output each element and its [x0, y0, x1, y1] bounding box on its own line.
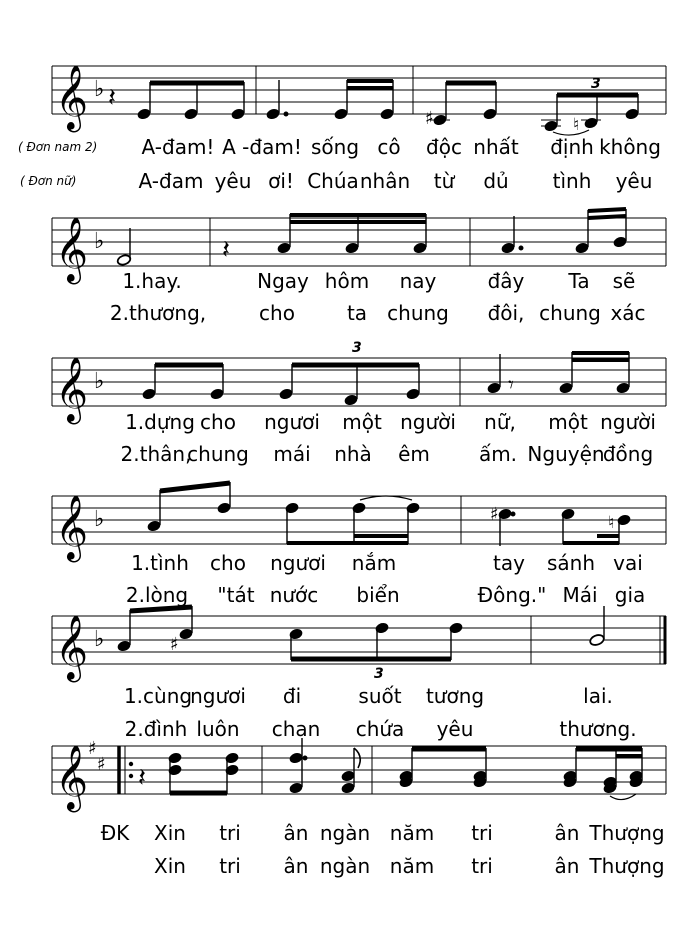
flat-key-signature-icon: ♭ — [94, 369, 105, 394]
lyric-syllable: tri — [219, 821, 241, 845]
lyric-syllable: Nguyện — [527, 442, 605, 466]
lyric-syllable: định — [550, 135, 594, 159]
lyric-syllable: ngươi — [264, 410, 320, 434]
lyric-syllable: ân — [283, 821, 309, 845]
svg-text:♯: ♯ — [88, 738, 97, 759]
eighth-rest-icon: 𝄾 — [508, 373, 514, 398]
lyrics-verse-1-system-1 — [0, 134, 700, 160]
lyric-syllable: người — [600, 410, 656, 434]
lyric-syllable: ơi! — [268, 169, 294, 193]
quarter-rest-icon: 𝄽 — [222, 235, 230, 265]
lyric-syllable: thương. — [559, 717, 637, 741]
lyric-syllable: tương — [425, 684, 485, 708]
lyric-syllable: năm — [389, 854, 435, 878]
lyric-syllable: hôm — [324, 269, 370, 293]
lyrics-verse-1-system-5 — [0, 683, 700, 709]
lyric-syllable: "tát — [217, 583, 255, 607]
voice-label: ( Đơn nam 2) — [18, 140, 98, 154]
lyric-syllable: độc — [426, 135, 462, 159]
svg-text:♯: ♯ — [97, 754, 106, 775]
lyric-syllable: 1.tình — [131, 551, 189, 575]
lyric-syllable: ngươi — [190, 684, 246, 708]
notes — [137, 76, 639, 135]
lyric-syllable: 1.hay. — [122, 269, 182, 293]
lyric-syllable: từ — [433, 169, 455, 193]
lyric-syllable: A -đam! — [222, 135, 302, 159]
lyric-syllable: nhân — [359, 169, 411, 193]
svg-text:3: 3 — [591, 76, 601, 92]
svg-text:♯: ♯ — [425, 108, 434, 129]
lyric-syllable: sánh — [546, 551, 596, 575]
treble-clef-icon: 𝄞 — [55, 357, 89, 422]
lyric-syllable: ân — [554, 821, 580, 845]
treble-clef-icon: 𝄞 — [55, 65, 89, 130]
lyric-syllable: một — [342, 410, 382, 434]
lyric-syllable: đôi, — [487, 301, 525, 325]
lyrics-verse-1-system-4 — [0, 550, 700, 576]
lyric-syllable: xác — [610, 301, 646, 325]
lyric-syllable: biển — [356, 583, 400, 607]
lyric-syllable: ngàn — [319, 854, 371, 878]
lyric-syllable: cho — [200, 410, 236, 434]
lyric-syllable: chung — [387, 301, 449, 325]
lyric-syllable: đây — [487, 269, 525, 293]
lyric-syllable: Chúa — [307, 169, 359, 193]
lyric-syllable: nước — [269, 583, 319, 607]
lyric-syllable: suốt — [358, 684, 402, 708]
staff — [0, 38, 700, 135]
lyric-syllable: Ta — [568, 269, 590, 293]
lyric-syllable: Thượng — [589, 854, 665, 878]
staff — [0, 718, 700, 810]
treble-clef-icon: 𝄞 — [55, 615, 89, 680]
lyric-syllable: ngươi — [270, 551, 326, 575]
lyric-syllable: sống — [310, 135, 360, 159]
lyric-syllable: A-đam! — [141, 135, 215, 159]
lyric-syllable: luôn — [196, 717, 240, 741]
lyric-syllable: Xin — [154, 821, 186, 845]
treble-clef-icon: 𝄞 — [55, 217, 89, 282]
notes — [142, 340, 630, 406]
lyric-syllable: êm — [398, 442, 430, 466]
notes — [147, 482, 631, 546]
lyric-syllable: ngàn — [319, 821, 371, 845]
lyric-syllable: cho — [259, 301, 295, 325]
lyric-syllable: vai — [613, 551, 643, 575]
lyric-syllable: tay — [493, 551, 525, 575]
svg-text:♮: ♮ — [573, 115, 580, 135]
svg-text:♮: ♮ — [608, 513, 615, 533]
lyric-syllable: 2.thương, — [109, 301, 207, 325]
lyric-syllable: yêu — [615, 169, 653, 193]
system-1 — [0, 38, 700, 148]
lyrics-verse-2-system-6 — [0, 853, 700, 879]
lyric-syllable: 2.đình — [124, 717, 188, 741]
lyric-syllable: mái — [273, 442, 311, 466]
staff-lines — [52, 218, 666, 266]
lyric-syllable: nữ, — [484, 410, 516, 434]
lyrics-verse-1-system-2 — [0, 268, 700, 294]
voice-label: ( Đơn nữ) — [20, 174, 77, 188]
lyric-syllable: chan — [271, 717, 321, 741]
lyric-syllable: đồng — [602, 442, 654, 466]
lyric-syllable: Thượng — [589, 821, 665, 845]
staff — [0, 588, 700, 682]
lyric-syllable: cô — [377, 135, 401, 159]
lyrics-verse-1-system-6 — [0, 820, 700, 846]
notes — [168, 738, 643, 800]
lyrics-verse-1-system-3 — [0, 409, 700, 435]
staff — [0, 468, 700, 560]
lyric-syllable: chứa — [355, 717, 405, 741]
notes — [117, 606, 605, 682]
treble-clef-icon: 𝄞 — [55, 745, 89, 810]
lyric-syllable: tình — [552, 169, 592, 193]
lyric-syllable: ĐK — [100, 821, 130, 845]
lyrics-verse-2-system-2 — [0, 300, 700, 326]
lyric-syllable: gia — [614, 583, 646, 607]
flat-key-signature-icon: ♭ — [94, 229, 105, 254]
lyric-syllable: ân — [554, 854, 580, 878]
lyric-syllable: ân — [283, 854, 309, 878]
lyric-syllable: chung — [187, 442, 249, 466]
flat-key-signature-icon: ♭ — [94, 627, 105, 652]
lyric-syllable: không — [599, 135, 661, 159]
lyric-syllable: chung — [539, 301, 601, 325]
svg-text:3: 3 — [374, 666, 384, 682]
lyric-syllable: ấm. — [478, 442, 518, 466]
lyric-syllable: 1.dựng — [125, 410, 195, 434]
lyric-syllable: lai. — [583, 684, 613, 708]
treble-clef-icon: 𝄞 — [55, 495, 89, 560]
lyric-syllable: đi — [282, 684, 302, 708]
quarter-rest-icon: 𝄽 — [108, 83, 116, 113]
sharp-key-signature-icon — [88, 738, 106, 775]
lyric-syllable: cho — [210, 551, 246, 575]
lyric-syllable: năm — [389, 821, 435, 845]
lyric-syllable: 1.cùng — [123, 684, 193, 708]
svg-text:♯: ♯ — [490, 504, 499, 525]
flat-key-signature-icon: ♭ — [94, 507, 105, 532]
svg-text:♯: ♯ — [170, 634, 179, 655]
svg-text:3: 3 — [352, 340, 362, 356]
lyric-syllable: tri — [219, 854, 241, 878]
lyric-syllable: ta — [346, 301, 368, 325]
lyric-syllable: nắm — [351, 551, 397, 575]
flat-key-signature-icon: ♭ — [94, 77, 105, 102]
lyric-syllable: tri — [471, 854, 493, 878]
lyric-syllable: nhất — [473, 135, 519, 159]
lyric-syllable: Xin — [154, 854, 186, 878]
lyric-syllable: yêu — [436, 717, 474, 741]
lyric-syllable: tri — [471, 821, 493, 845]
quarter-rest-icon: 𝄽 — [138, 763, 146, 793]
system-6-refrain — [0, 718, 700, 828]
lyric-syllable: dủ — [483, 169, 509, 193]
lyric-syllable: Ngay — [257, 269, 309, 293]
lyric-syllable: Đông." — [477, 583, 547, 607]
lyric-syllable: A-đam — [138, 169, 204, 193]
lyric-syllable: sẽ — [612, 269, 636, 293]
lyric-syllable: yêu — [214, 169, 252, 193]
lyric-syllable: nay — [399, 269, 437, 293]
system-5 — [0, 588, 700, 698]
lyric-syllable: nhà — [334, 442, 372, 466]
lyrics-verse-2-system-3 — [0, 441, 700, 467]
lyric-syllable: một — [548, 410, 588, 434]
lyric-syllable: Mái — [562, 583, 598, 607]
lyric-syllable: người — [400, 410, 456, 434]
lyric-syllable: 2.thân, — [120, 442, 192, 466]
lyric-syllable: 2.lòng — [125, 583, 189, 607]
